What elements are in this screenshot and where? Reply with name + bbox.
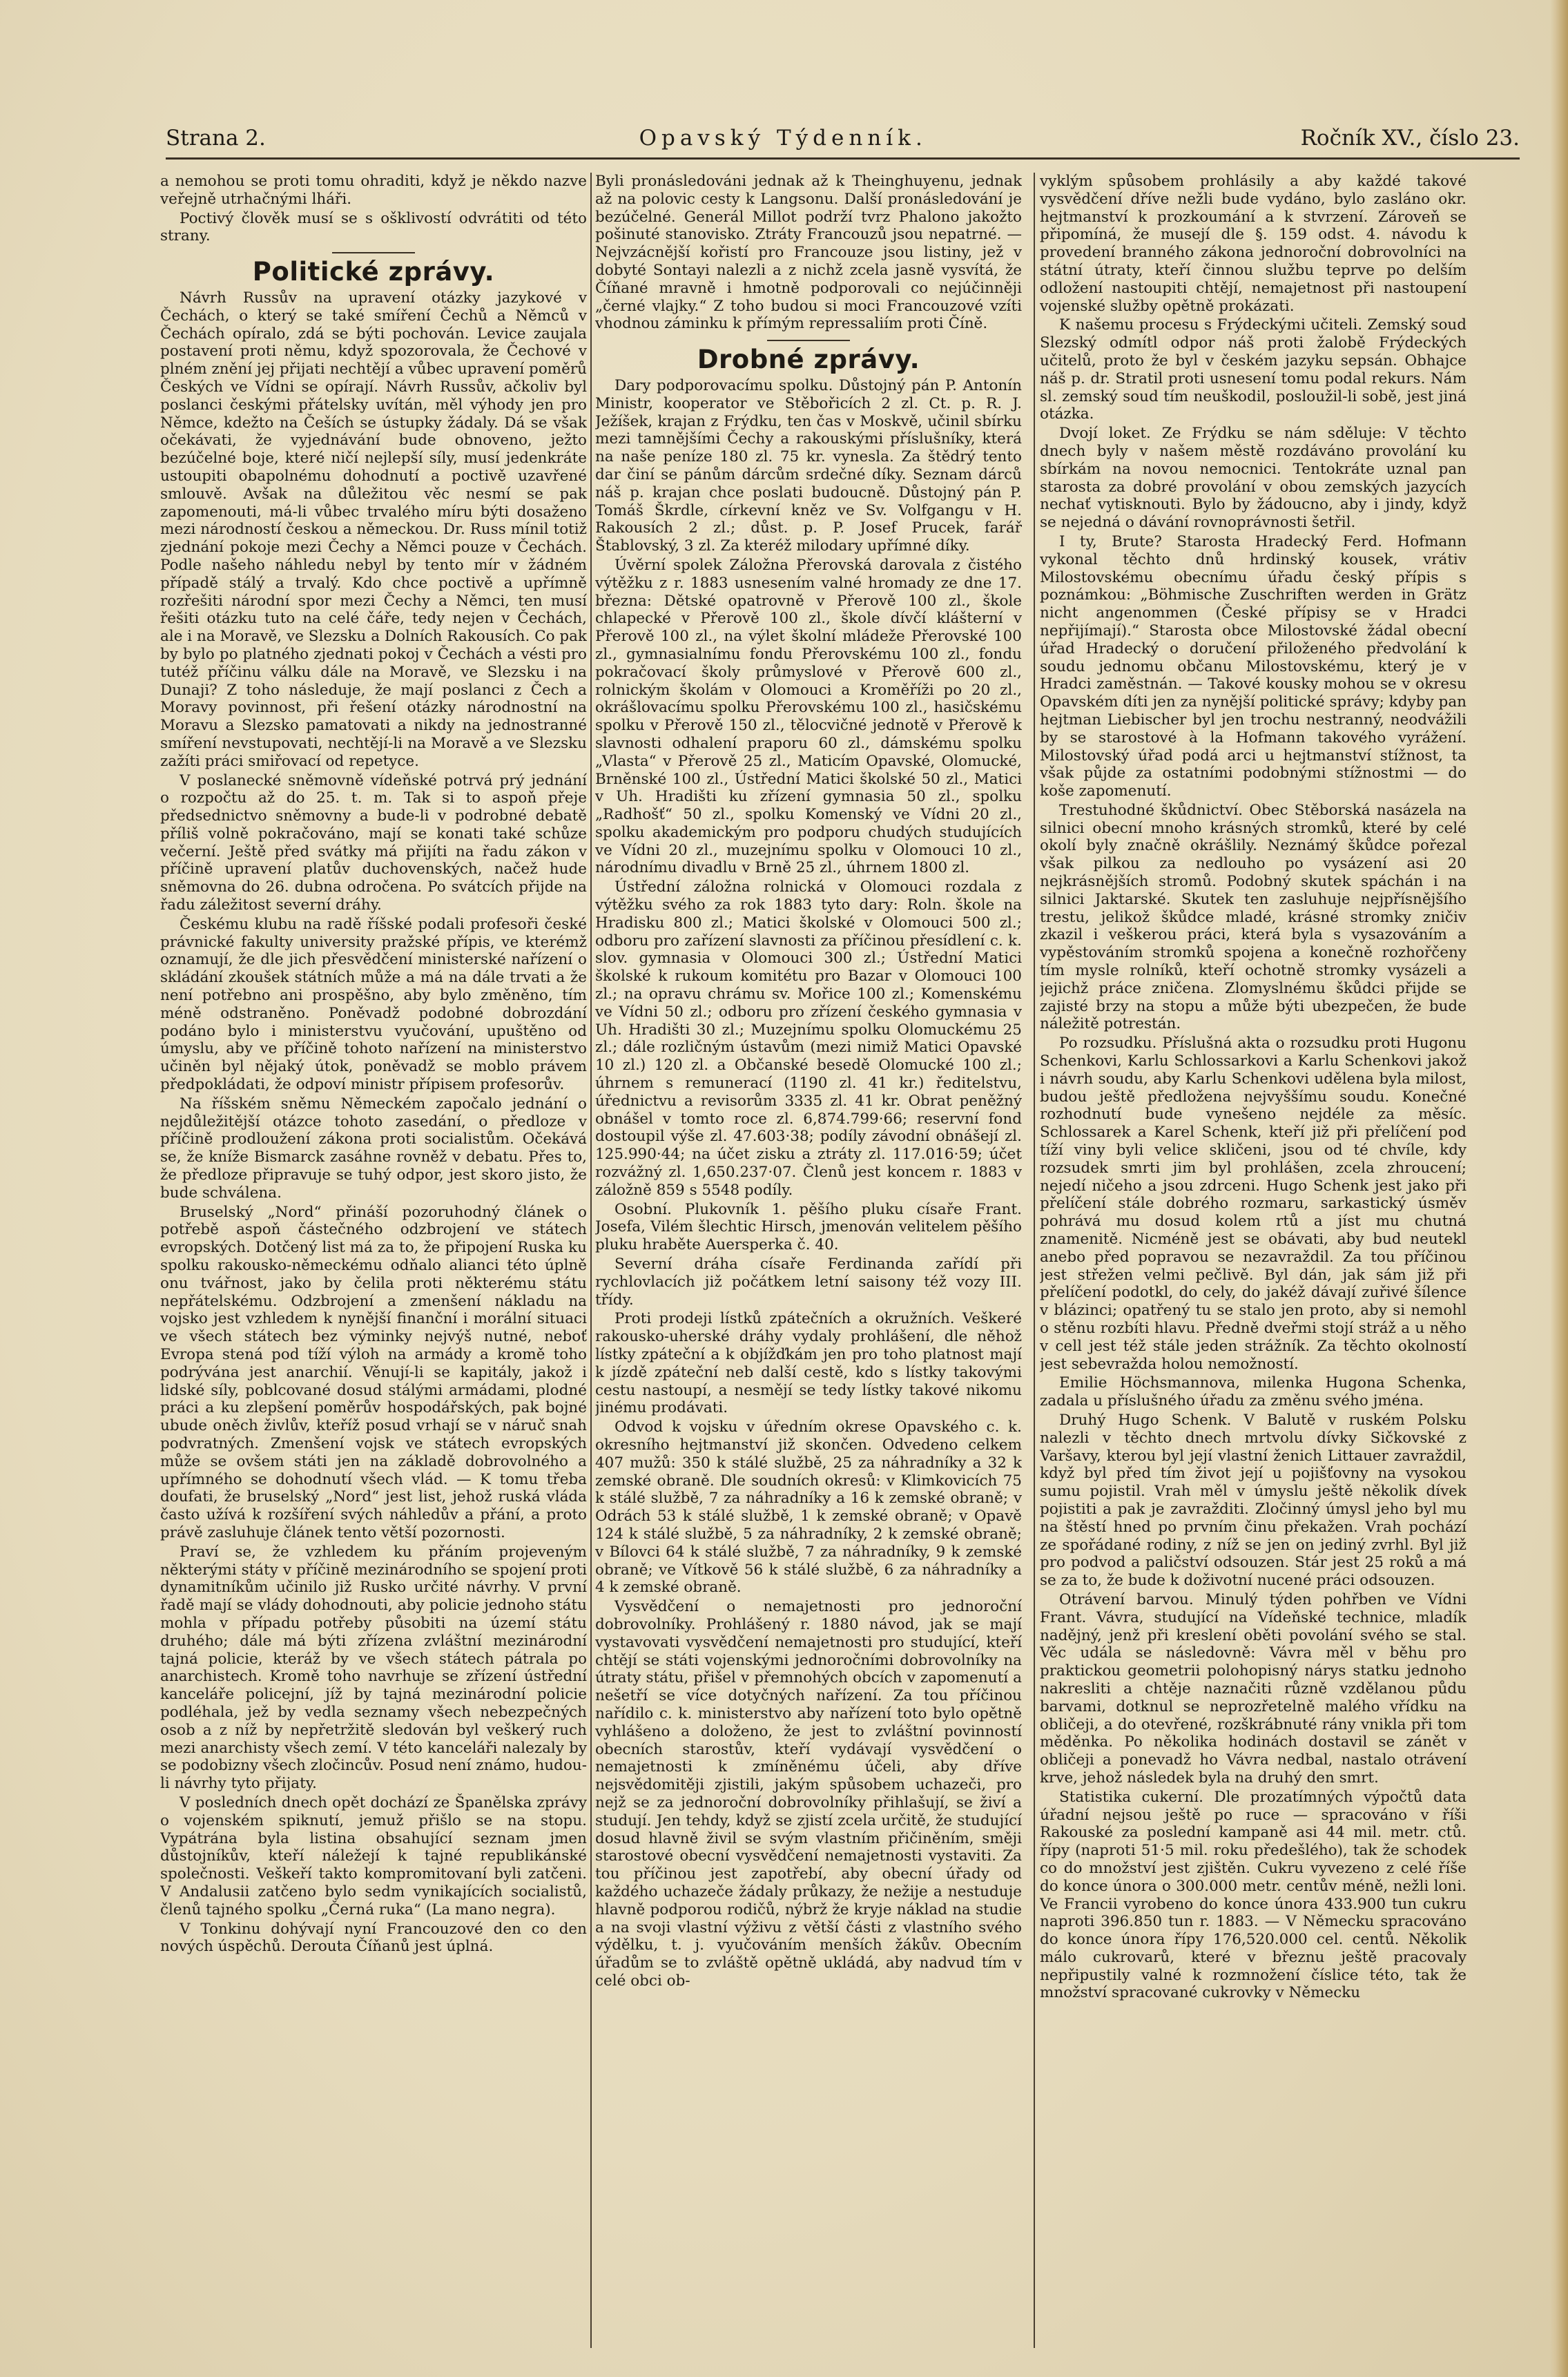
separator bbox=[767, 340, 850, 341]
page-number: Strana 2. bbox=[166, 126, 266, 151]
article-text: Poctivý člověk musí se s ošklivostí odvrátiti od této strany. bbox=[160, 209, 587, 245]
column-1 bbox=[160, 173, 587, 2348]
article-text: vyklým spůsobem prohlásily a aby každé takové vysvědčení dříve nežli bude vydáno, bylo zasláno okr. hejtmanství k prozkoumání a k stvrzení. Zároveň se připomíná, že musejí dle §. 159 odst. 4. návodu k provedení branného zákona jednoroční dobrovolníci na státní útraty, kteří činnou službu teprve po delším odložení nastoupiti chtějí, nemajetnost při nastoupení vojenské služby opětně prokázati. bbox=[1040, 173, 1467, 315]
article-text: Návrh Russův na upravení otázky jazykové v Čechách, o který se také smíření Čechů a Němců v Čechách opíralo, zdá se býti pochován. Levice zaujala postavení proti němu, když spozorovala, že Čechové v plném znění jej přijati nechtějí a vůbec upravení poměrů Českých ve Vídni se opírají. Návrh Russův, ačkoliv byl poslanci českými přátelsky uvítán, měl výhody jen pro Němce, kdežto na Češích se ústupky žádaly. Dá se však očekávati, že vyjednávání bude obnoveno, ježto bezúčelné boje, které ničí nejlepší síly, musí jedenkráte ustoupiti obapolnému dohodnutí a poctivě uzavřené smlouvě. Avšak na důležitou věc nesmí se pak zapomenouti, má-li vůbec trvalého míru býti dosaženo mezi národností českou a německou. Dr. Russ mínil totiž zjednání pokoje mezi Čechy a Němci pouze v Čechách. Podle našeho náhledu nebyl by tento mír v žádném případě stálý a trvalý. Kdo chce poctivě a upřímně rozřešiti národní spor mezi Čechy a Němci, ten musí řešiti otázku tuto na celé čáře, tedy nejen v Čechách, ale i na Moravě, ve Slezsku a Dolních Rakousích. Co pak by bylo po platného zjednati pokoj v Čechách a vésti pro tutéž příčinu válku dále na Moravě, ve Slezsku i na Dunaji? Z toho následuje, že mají poslanci z Čech a Moravy povinnost, při řešení otázky národnostní na Moravu a Slezsko pamatovati a nikdy na jednostranné smíření nevstupovati, nechtějí-li na Moravě a ve Slezsku zažíti práci smiřovací od repetyce. bbox=[160, 289, 587, 770]
article-text: V posledních dnech opět dochází ze Španělska zprávy o vojenském spiknutí, jemuž přišlo se na stopu. Vypátrána byla listina obsahující seznam jmen důstojníkův, kteří náležejí k tajné republikánské společnosti. Veškeří takto kompromitovaní byli zatčeni. V Andalusii zatčeno bylo sedm vynikajících socialistů, členů tajného spolku „Černá ruka“ (La mano negra). bbox=[160, 1793, 587, 1918]
article-text: Úvěrní spolek Záložna Přerovská darovala z čistého výtěžku z r. 1883 usnesením valné hromady ze dne 17. března: Dětské opatrovně v Přerově 100 zl., škole chlapecké v Přerově 100 zl., škole dívčí klášterní v Přerově 100 zl., na výlet školní mládeže Přerovské 100 zl., gymnasialnímu fondu Přerovskému 100 zl., fondu pokračovací školy průmyslové v Přerově 600 zl., rolnickým školám v Olomouci a Kroměříži po 20 zl., okrášlovacímu spolku Přerovskému 100 zl., hasičskému spolku v Přerově 150 zl., tělocvičné jednotě v Přerově k slavnosti odhalení praporu 60 zl., dámskému spolku „Vlasta“ v Přerově 25 zl., Maticím Opavské, Olomucké, Brněnské 100 zl., Ústřední Matici školské 50 zl., Matici v Uh. Hradišti ku zřízení gymnasia 50 zl., spolku „Radhošť“ 50 zl., spolku Komenský ve Vídni 20 zl., spolku akademickým pro podporu chudých studujících ve Vídni 20 zl., muzejnímu spolku v Olomouci 10 zl., národnímu divadlu v Brně 25 zl., úhrnem 1800 zl. bbox=[595, 556, 1022, 877]
article-text: Druhý Hugo Schenk. V Balutě v ruském Polsku nalezli v těchto dnech mrtvolu dívky Sičkovské z Varšavy, kterou byl její vlastní ženich Littauer zavraždil, když byl před tím život její u pojišťovny na vysokou sumu pojistil. Vrah měl v úmyslu ještě několik dívek pojistiti a pak je zavražditi. Zločinný úmysl jeho byl mu na štěstí hned po prvním činu překažen. Vrah pochází ze spořádané rodiny, z níž se jen on jediný zvrhl. Byl již pro podvod a paličství odsouzen. Stár jest 25 roků a má se za to, že bude k doživotní nucené práci odsouzen. bbox=[1040, 1411, 1467, 1590]
article-text: K našemu procesu s Frýdeckými učiteli. Zemský soud Slezský odmítl odpor náš proti žalobě Frýdeckých učitelů, proto že byl v českém jazyku sepsán. Obhajce náš p. dr. Stratil proti usnesení tomu podal rekurs. Nám sl. zemský soud tím neuškodil, posloužil-li sobě, jest jiná otázka. bbox=[1040, 316, 1467, 423]
column-divider bbox=[1034, 173, 1035, 2348]
article-text: Emilie Höchsmannova, milenka Hugona Schenka, zadala u příslušného úřadu za změnu svého jména. bbox=[1040, 1374, 1467, 1410]
page-edge-stain bbox=[1550, 0, 1568, 2377]
article-text: Bruselský „Nord“ přináší pozoruhodný článek o potřebě aspoň částečného odzbrojení ve státech evropských. Dotčený list má za to, že připojení Ruska ku spolku rakousko-německému odňalo alianci této úplně onu tvářnost, jako by čelila proti některému státu nepřátelskému. Odzbrojení a zmenšení nákladu na vojsko jest vzhledem k nynější finanční i morální situaci ve všech státech bez výminky nejvýš nutné, neboť Evropa stená pod tíží výloh na armády a kromě toho podrývána jest anarchií. Věnují-li se kapitály, jakož i lidské síly, poblcované dosud stálými armádami, plodné práci a ku zlepšení poměrův hospodářských, pak bojné ubude oněch živlův, kteříž posud vrhají se v náruč snah podvratných. Zmenšení vojsk ve státech evropských může se ovšem státi jen na základě dobrovolného a upřímného se dohodnutí všech vlád. — K tomu třeba doufati, že bruselský „Nord“ jest list, jehož ruská vláda často užívá k rozšíření svých náhledův a přání, a proto právě zasluhuje článek tento větší pozornosti. bbox=[160, 1203, 587, 1541]
article-text: Vysvědčení o nemajetnosti pro jednoroční dobrovolníky. Prohlášený r. 1880 návod, jak se mají vystavovati vysvědčení nemajetnosti pro studující, kteří chtějí se státi vojenskými jednoročními dobrovolníky na útraty státu, přišel v přemnohých obcích v zapomenutí a nešetří se více dotyčných nařízení. Za tou příčinou nařídilo c. k. ministerstvo aby nařízení toto bylo opětně vyhlášeno a doloženo, že jest to zvláštní povinností obecních starostův, kteří vydávají vysvědčení o nemajetnosti k zmíněnému účeli, aby dříve nejsvědomitěji zjistili, jakým spůsobem uchazeči, pro nejž se za jednoroční dobrovolníky přihlašují, se živí a studují. Jen tehdy, když se zjistí zcela určitě, že studující dosud hlavně živil se svým vlastním přičiněním, směji starostové obecní vysvědčení nemajetnosti vystaviti. Za tou příčinou jest zapotřebí, aby obecní úřady od každého uchazeče žádaly průkazy, že nežije a nestudujе hlavně podporou rodičů, nýbrž že kryje náklad na studie a na svoji vlastní výživu z větší části z vlastního svého výdělku, t. j. vyučováním menších žákův. Obecním úřadům se to zvláště opětně ukládá, aby nadvud tím v celé obci ob- bbox=[595, 1598, 1022, 1990]
article-text: Odvod k vojsku v úředním okrese Opavského c. k. okresního hejtmanství již skončen. Odvedeno celkem 407 mužů: 350 k stálé službě, 25 za náhradníky a 32 k zemské obraně. Dle soudních okresů: v Klimkovicích 75 k stálé službě, 7 za náhradníky a 16 k zemské obraně; v Odrách 53 k stálé službě, 1 k zemské obraně; v Opavě 124 k stálé službě, 5 za náhradníky, 2 k zemské obraně; v Bílovci 64 k stálé službě, 7 za náhradníky, 9 k zemské obraně; ve Vítkově 56 k stálé službě, 6 za náhradníky a 4 k zemské obraně. bbox=[595, 1418, 1022, 1597]
column-2 bbox=[595, 173, 1022, 2348]
article-text: Ústřední záložna rolnická v Olomouci rozdala z výtěžku svého za rok 1883 tyto dary: Roln. škole na Hradisku 800 zl.; Matici školské v Olomouci 500 zl.; odboru pro zařízení slavnosti za příčinou přesídlení c. k. slov. gymnasia v Olomouci 300 zl.; Ústřední Matici školské k rukoum komitétu pro Bazar v Olomouci 100 zl.; na opravu chrámu sv. Mořice 100 zl.; Komenskému ve Vídni 50 zl.; odboru pro zřízení českého gymnasia v Uh. Hradišti 30 zl.; Muzejnímu spolku Olomuckému 25 zl.; dále rozličným ústavům (mezi nimiž Matici Opavské 10 zl.) 120 zl. a Občanské besedě Olomucké 100 zl.; úhrnem s remunerací (1190 zl. 41 kr.) ředitelstvu, úřednictvu a revisorům 3335 zl. 41 kr. Obrat peněžný obnášel v tomto roce zl. 6,874.799·66; reservní fond dostoupil výše zl. 47.603·38; podíly závodní obnášejí zl. 125.990·44; na účet zisku a ztráty zl. 117.016·59; účet rozvážný zl. 1,650.237·07. Členů jest koncem r. 1883 v záložně 859 s 5548 podíly. bbox=[595, 878, 1022, 1199]
article-text: Proti prodeji lístků zpátečních a okružních. Veškeré rakousko-uherské dráhy vydaly prohlášení, dle něhož lístky zpáteční a k objížďkám jen pro toho platnost mají k jízdě zpáteční neb další cestě, kdo s lístky takovými cestu nastoupí, a nesmějí se tedy lístky takové nikomu jinému prodávati. bbox=[595, 1310, 1022, 1417]
article-text: Osobní. Plukovník 1. pěšího pluku císaře Frant. Josefa, Vilém šlechtic Hirsch, jmenován velitelem pěšího pluku hraběte Auersperka č. 40. bbox=[595, 1200, 1022, 1254]
article-text: Severní dráha císaře Ferdinanda zařídí při rychlovlacích již počátkem letní saisony též vozy III. třídy. bbox=[595, 1255, 1022, 1309]
section-heading: Politické zprávy. bbox=[252, 257, 495, 287]
issue-info: Ročník XV., číslo 23. bbox=[1300, 126, 1520, 151]
newspaper-title: Opavský Týdenník. bbox=[639, 126, 927, 151]
column-divider bbox=[590, 173, 592, 2348]
page-header bbox=[166, 119, 1520, 160]
article-text: Dary podporovacímu spolku. Důstojný pán P. Antonín Ministr, kooperator ve Stěbořicích 2 zl. Ct. p. R. J. Ježíšek, krajan z Frýdku, ten čas v Moskvě, učinil sbírku mezi tamnějšími Čechy a rakouskými příslušníky, která na naše peníze 180 zl. 75 kr. vynesla. Za štědrý tento dar činí se pánům dárcům srdečné díky. Seznam dárců náš p. krajan chce poslati budoucně. Důstojný pán P. Tomáš Škrdle, církevní kněz ve Sv. Volfgangu v H. Rakousích 2 zl.; důst. p. P. Josef Prucek, farář Štablovský, 3 zl. Za kteréž milodary upřímné díky. bbox=[595, 376, 1022, 555]
article-text: Otrávení barvou. Minulý týden pohřben ve Vídni Frant. Vávra, studující na Vídeňské technice, mladík nadějný, jenž při kreslení oběti povolání svého se stal. Věc udála se následovně: Vávra měl v běhu pro praktickou geometrii polohopisný nárys statku jednoho nakresliti a chtěje naznačiti různě vzdělanou půdu barvami, dotknul se neprozřetelně malého vřídku na obličeji, a do otevřené, rozškrábnuté rány vnikla při tom měděnka. Po několika hodinách dostavil se zánět v obličeji a ponevadž ho Vávra nedbal, nastalo otrávení krve, jehož následek byla na druhý den smrt. bbox=[1040, 1590, 1467, 1787]
separator bbox=[332, 252, 415, 253]
article-text: Po rozsudku. Příslušná akta o rozsudku proti Hugonu Schenkovi, Karlu Schlossarkovi a Karlu Schenkovi jakož i návrh soudu, aby Karlu Schenkovi udělena byla milost, budou ještě předložena nejvyššímu soudu. Konečné rozhodnutí bude vynešeno nejdéle za měsíc. Schlossarek a Karel Schenk, kteří již při přelíčení pod tíží viny byli velice skličeni, jsou od té chvíle, kdy rozsudek smrti jim byl prohlášen, zcela zhroucení; nejedí ničeho a jsou zdrceni. Hugo Schenk jest jako při přelíčení stále dobrého rozmaru, sarkastický úsměv pohrává mu dosud kolem rtů a jíst mu chutná znamenitě. Nicméně jest se obávati, aby bud neutekl anebo před popravou se nezavraždil. Za tou příčinou jest střežen velmi pečlivě. Byl dán, jak sám již při přelíčení podotkl, do cely, do jakéž dávají zuřivé šílence v blázinci; opatřený tu se stalo jen proto, aby si nemohl o stěnu rozbíti hlavu. Předně dveřmi stojí stráž a u něho v cell jest též stále jeden strážník. Za těchto okolností jest sebevražda holou nemožností. bbox=[1040, 1034, 1467, 1373]
article-text: Praví se, že vzhledem ku přáním projeveným některými státy v příčině mezinárodního se spojení proti dynamitníkům učinilo již Rusko určité návrhy. V první řadě mají se vlády dohodnouti, aby policie jednoho státu mohla v případu potřeby působiti na území státu druhého; dále má býti zřízena zvláštní mezinárodní tajná policie, kteráž by ve všech státech pátrala po anarchistech. Kromě toho navrhuje se zřízení ústřední kanceláře policejní, jíž by tajná mezinárodní policie podléhala, jež by vedla seznamy všech nebezpečných osob a z níž by nepřetržitě sledován byl veškerý ruch mezi anarchisty všech zemí. V této kanceláři nalezaly by se podobizny všech zločincův. Posud není známo, hudou-li návrhy tyto přijaty. bbox=[160, 1543, 587, 1793]
article-text: Českému klubu na radě říšské podali profesoři české právnické fakulty university pražské přípis, ve kterémž oznamují, že dle jich přesvědčení ministerské nařízení o skládání zkoušek státních může a má na dále trvati a že není potřebno ani prospěšno, aby bylo změněno, tím méně odstraněno. Poněvadž podobné dobrozdání podáno bylo i ministerstvu vyučování, upuštěno od úmyslu, aby ve příčině tohoto nařízení na ministerstvo učiněn byl nějaký útok, poněvadž se moblo právem předpokládati, že odpoví ministr přípisem profesorův. bbox=[160, 915, 587, 1094]
article-text: Trestuhodné škůdnictví. Obec Stěborská nasázela na silnici obecní mnoho krásných stromků, které by celé okolí byly značně okrášlily. Neznámý škůdce pořezal však pilkou za nedlouho po vysázení asi 20 nejkrásnějších stromů. Podobný skutek spáchán i na silnici Jaktarské. Skutek ten zasluhuje nejpřísnějšího trestu, jelikož škůdce mladé, krásné stromky zničiv zkazil i veškerou práci, která byla s vysazováním a vypěstováním stromků spojena a konečně rozhořčeny tím mysle rolníků, kteří ochotně stromky vysázeli a jejichž práce zničena. Zlomyslnému škůdci přijde se zajisté brzy na stopu a může býti ubezpečen, že bude náležitě potrestán. bbox=[1040, 801, 1467, 1033]
article-text: V poslanecké sněmovně vídeňské potrvá prý jednání o rozpočtu až do 25. t. m. Tak si to aspoň přeje předsednictvo sněmovny a bude-li v podrobné debatě příliš volně pokračováno, mají se konati také schůze večerní. Ještě před svátky má přijíti na řadu zákon v příčině upravení platův duchovenských, načež hude sněmovna do 26. dubna odročena. Po svátcích přijde na řadu záležitost severní dráhy. bbox=[160, 771, 587, 914]
article-text: Statistika cukerní. Dle prozatímných výpočtů data úřadní nejsou ještě po ruce — spracováno v říši Rakouské za poslední kampaně asi 44 mil. metr. ctů. řípy (naproti 51·5 mil. roku předešlého), tak že schodek co do množství jest zjištěn. Cukru vyvezeno z celé říše do konce února o 300.000 metr. centův méně, nežli loni. Ve Francii vyrobeno do konce února 433.900 tun cukru naproti 396.850 tun r. 1883. — V Německu spracováno do konce února řípy 176,520.000 cel. centů. Několik málo cukrovarů, které v březnu ještě pracovaly nepřipustily valné k rozmnožení číslice této, tak že množství spracované cukrovky v Německu bbox=[1040, 1788, 1467, 2002]
article-text: V Tonkinu dohývají nyní Francouzové den co den nových úspěchů. Derouta Číňanů jest úplná. bbox=[160, 1920, 587, 1956]
section-heading: Drobné zprávy. bbox=[697, 345, 920, 375]
article-text: Byli pronásledováni jednak až k Theinghuyenu, jednak až na polovic cesty k Langsonu. Další pronásledování je bezúčelné. Generál Millot podrží tvrz Phalono jakožto pošinuté stanovisko. Ztráty Francouzů jsou nepatrné. — Nejvzácnější kořistí pro Francouze jsou listiny, jež v dobyté Sontayi nalezli a z nichž zcela jasně vysvítá, že Číňané mravně i hmotně podporovali co nejúčinněji „černé vlajky.“ Z toho budou si moci Francouzové vzíti vhodnou záminku k přímým repressaliím proti Číně. bbox=[595, 173, 1022, 333]
article-text: Dvojí loket. Ze Frýdku se nám sděluje: V těchto dnech byly v našem městě rozdáváno provolání ku sbírkám na novou nemocnici. Tentokráte uznal pan starosta za dobré provolání v obou zemských jazycích nechať vytisknouti. Bylo by žádoucno, aby i jindy, když se nejedná o dávání rovnoprávnosti šetřil. bbox=[1040, 425, 1467, 532]
column-3 bbox=[1040, 173, 1467, 2348]
article-text: I ty, Brute? Starosta Hradecký Ferd. Hofmann vykonal těchto dnů hrdinský kousek, vrátiv Milostovskému obecnímu úřadu český přípis s poznámkou: „Böhmische Zuschriften werden in Grätz nicht angenommen (České přípisy se v Hradci nepřijímají).“ Starosta obce Milostovské žádal obecní úřad Hradecký o doručení přiloženého předvolání k soudu jednomu občanu Milostovskému, který je v Hradci zaměstnán. — Takové kousky mohou se v okresu Opavském díti jen za nynější politické správy; kdyby pan hejtman Liebischer byl jen trochu nestranný, neodvážili by se starostové à la Hofmann takového vyrážení. Milostovský úřad podá arci u hejtmanství stížnost, ta však půjde za ostatními podobnými stížnostmi — do koše zapomenutí. bbox=[1040, 532, 1467, 800]
article-text: Na říšském sněmu Německém započalo jednání o nejdůležitější otázce tohoto zasedání, o předloze v příčině prodloužení zákona proti socialistům. Očekává se, že kníže Bismarck zasáhne rovněž v debatu. Přes to, že předloze připravuje se tuhý odpor, jest skoro jisto, že bude schválena. bbox=[160, 1095, 587, 1202]
article-text: a nemohou se proti tomu ohraditi, když je někdo nazve veřejně utrhačnými lháři. bbox=[160, 173, 587, 208]
